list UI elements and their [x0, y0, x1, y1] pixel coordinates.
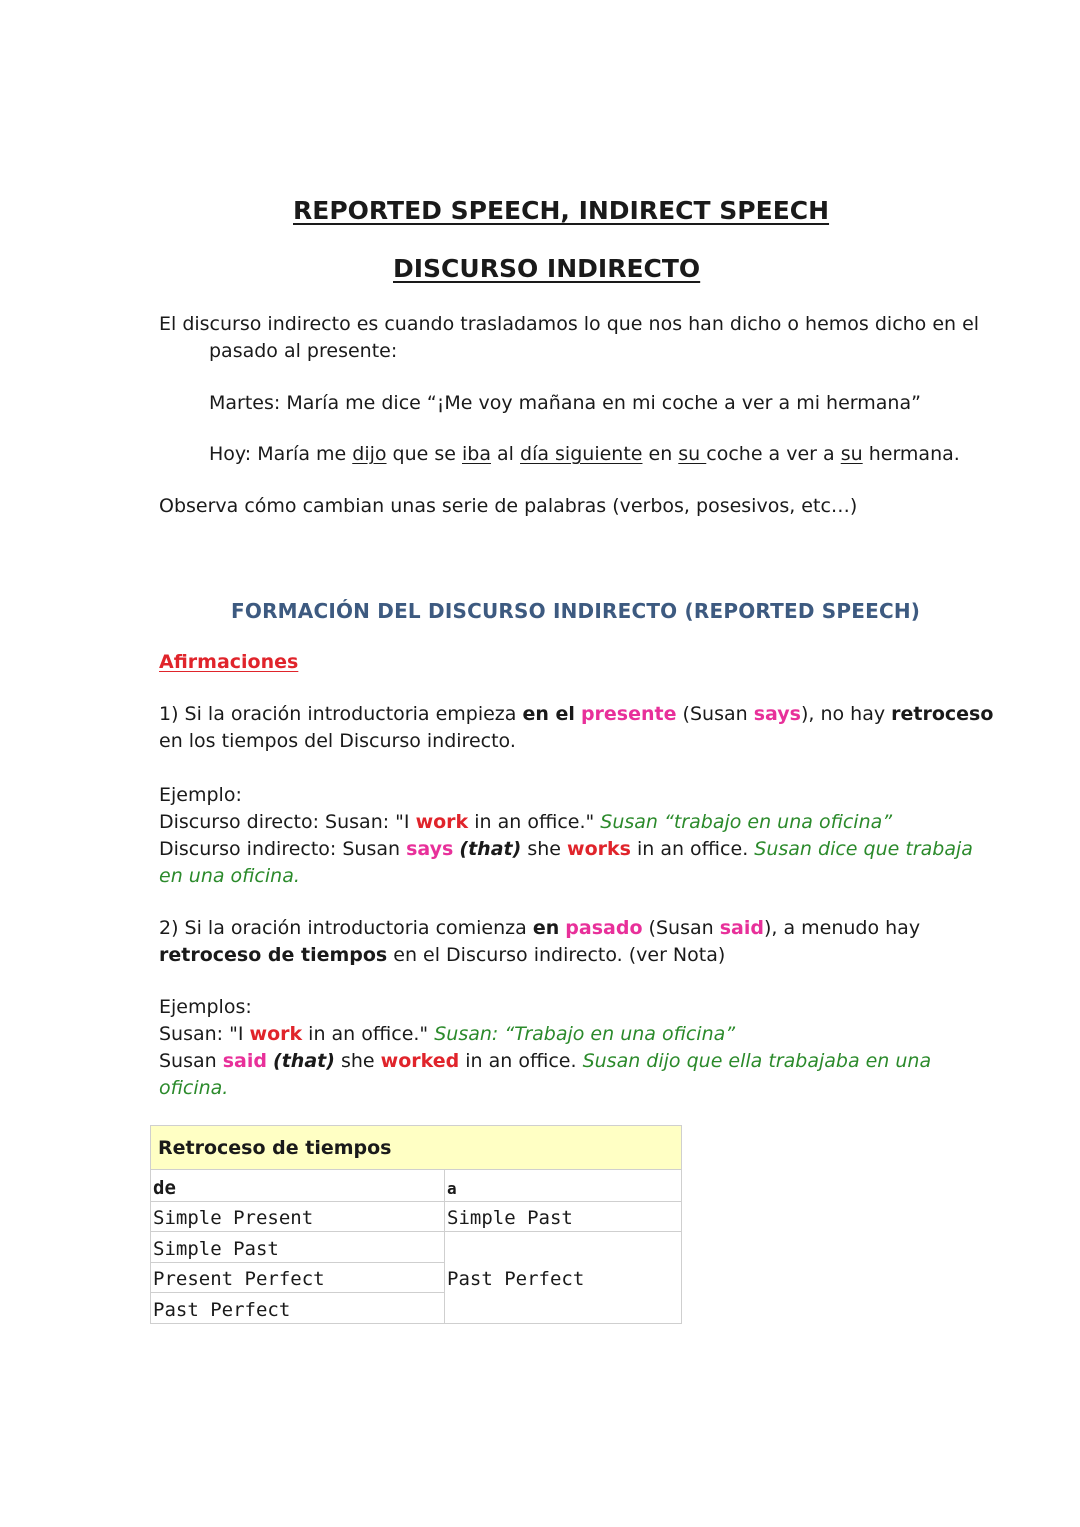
ejemplos-worked: worked: [380, 1050, 460, 1072]
ejemplos-work: work: [249, 1023, 303, 1045]
ejemplos-label: Ejemplos:: [159, 996, 252, 1018]
ejemplos-text: Susan: "I: [159, 1023, 250, 1045]
ejemplo-indirect-line: [159, 838, 973, 860]
direct-work: work: [415, 811, 469, 833]
ejemplo-label: Ejemplo:: [159, 784, 242, 806]
rule-2-text: ), a menudo hay: [763, 917, 921, 939]
direct-translation: Susan “trabajo en una oficina”: [600, 811, 893, 833]
indirect-text: she: [521, 838, 568, 860]
rule-1-text: (Susan: [676, 703, 754, 725]
ejemplos-that: (that): [273, 1050, 335, 1072]
ejemplos-line-2: [159, 1050, 931, 1072]
table-divider: [151, 1231, 681, 1232]
title-discurso-indirecto: DISCURSO INDIRECTO: [393, 254, 701, 283]
table-header-label: Retroceso de tiempos: [158, 1137, 392, 1159]
table-divider: [151, 1262, 444, 1263]
hoy-underlined-dia-siguiente: día siguiente: [520, 443, 643, 465]
afirmaciones-heading: Afirmaciones: [159, 651, 299, 673]
hoy-text: Hoy: María me: [209, 443, 353, 465]
tense-backshift-table: [150, 1125, 682, 1324]
example-martes: Martes: María me dice “¡Me voy mañana en mi coche a ver a mi hermana”: [209, 392, 921, 414]
indirect-that: (that): [459, 838, 522, 860]
hoy-text: que se: [386, 443, 463, 465]
rule-1-presente: presente: [580, 703, 677, 725]
example-hoy: [209, 443, 960, 465]
table-cell-de: Present Perfect: [153, 1268, 325, 1290]
table-cell-a: Simple Past: [447, 1207, 573, 1229]
ejemplos-translation: Susan: “Trabajo en una oficina”: [434, 1023, 736, 1045]
observa-line: Observa cómo cambian unas serie de palabras (verbos, posesivos, etc…): [159, 495, 858, 517]
hoy-text: en: [642, 443, 679, 465]
rule-2-text: (Susan: [642, 917, 720, 939]
rule-2-line-2: [159, 944, 725, 966]
ejemplos-said: said: [222, 1050, 267, 1072]
ejemplos-line-1: [159, 1023, 735, 1045]
rule-2-said: said: [719, 917, 764, 939]
section-heading-formacion: FORMACIÓN DEL DISCURSO INDIRECTO (REPORTED SPEECH): [231, 599, 921, 623]
indirect-translation: Susan dice que trabaja: [754, 838, 973, 860]
rule-2-text: 2) Si la oración introductoria comienza: [159, 917, 533, 939]
ejemplos-translation: Susan dijo que ella trabajaba en una: [582, 1050, 932, 1072]
rule-2-pasado: pasado: [565, 917, 643, 939]
ejemplo-indirect-line-2: en una oficina.: [159, 865, 300, 887]
table-divider: [151, 1292, 444, 1293]
table-col-header-de: de: [153, 1177, 176, 1199]
hoy-text: al: [491, 443, 521, 465]
ejemplos-text: in an office.: [459, 1050, 583, 1072]
rule-1-retroceso: retroceso: [891, 703, 994, 725]
rule-1-says: says: [753, 703, 801, 725]
ejemplos-text: Susan: [159, 1050, 223, 1072]
indirect-text: Discurso indirecto: Susan: [159, 838, 407, 860]
rule-2-text: en el Discurso indirecto. (ver Nota): [387, 944, 726, 966]
direct-text: Discurso directo: Susan: "I: [159, 811, 416, 833]
hoy-underlined-dijo: dijo: [352, 443, 387, 465]
indirect-text: in an office.: [630, 838, 755, 860]
table-header: [151, 1126, 681, 1170]
table-divider: [444, 1170, 445, 1324]
indirect-says: says: [406, 838, 454, 860]
rule-1-bold: en el: [522, 703, 575, 725]
hoy-text: hermana.: [862, 443, 960, 465]
ejemplos-text: in an office.": [302, 1023, 435, 1045]
table-cell-de: Past Perfect: [153, 1299, 291, 1321]
ejemplos-line-3: oficina.: [159, 1077, 229, 1099]
title-reported-speech: REPORTED SPEECH, INDIRECT SPEECH: [293, 196, 830, 225]
ejemplos-text: she: [334, 1050, 381, 1072]
rule-1-line-2: en los tiempos del Discurso indirecto.: [159, 730, 516, 752]
table-cell-de: Simple Present: [153, 1207, 314, 1229]
hoy-underlined-su: su: [678, 443, 707, 465]
hoy-underlined-su-2: su: [840, 443, 863, 465]
hoy-text: coche a ver a: [706, 443, 841, 465]
intro-line-2: pasado al presente:: [209, 340, 398, 362]
table-cell-a: Past Perfect: [447, 1268, 585, 1290]
rule-2-bold: en: [532, 917, 560, 939]
rule-1-text: ), no hay: [800, 703, 892, 725]
rule-2-line-1: [159, 917, 920, 939]
table-col-header-a: a: [447, 1179, 457, 1198]
table-cell-de: Simple Past: [153, 1238, 279, 1260]
table-divider: [151, 1201, 681, 1202]
ejemplo-direct-line: [159, 811, 892, 833]
intro-line-1: El discurso indirecto es cuando trasladamos lo que nos han dicho o hemos dicho en el: [159, 313, 980, 335]
rule-2-retroceso: retroceso de tiempos: [159, 944, 388, 966]
hoy-underlined-iba: iba: [462, 443, 491, 465]
rule-1-text: 1) Si la oración introductoria empieza: [159, 703, 523, 725]
direct-text: in an office.": [468, 811, 601, 833]
indirect-works: works: [567, 838, 631, 860]
rule-1-line-1: [159, 703, 993, 725]
